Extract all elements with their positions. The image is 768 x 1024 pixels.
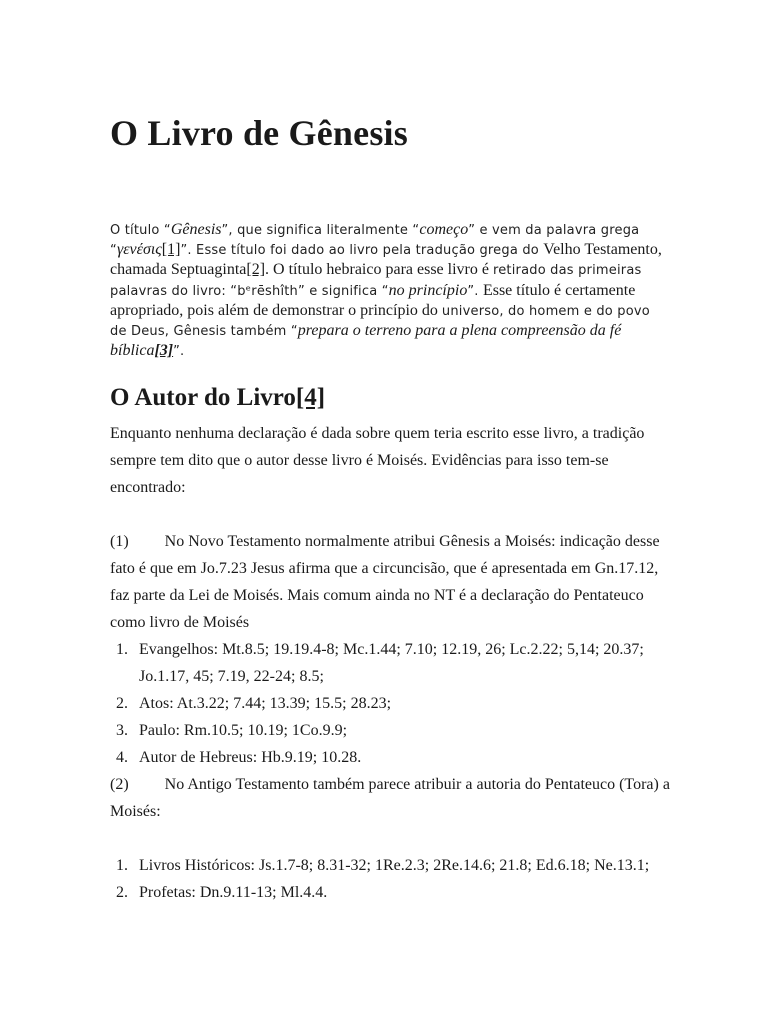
intro-italic: no princípio — [388, 281, 468, 299]
list-item — [110, 690, 670, 717]
intro-text: retirado das primeiras palavras do livro: “bᵉrēshîth” e significa “ — [110, 263, 642, 299]
section-title: O Autor do Livro — [110, 384, 296, 411]
list-item — [110, 636, 670, 690]
footnote-link-4[interactable]: [4] — [295, 384, 326, 411]
intro-text: Velho Testamento, chamada Septuaginta — [110, 241, 662, 279]
references-list-nt — [110, 636, 670, 771]
list-number: 3. — [116, 722, 128, 739]
footnote-link-1[interactable]: [1] — [161, 241, 181, 259]
point-number: (2) — [110, 776, 129, 793]
footnote-link-2[interactable]: [2] — [246, 261, 266, 279]
intro-text: O título “ — [110, 223, 171, 238]
point-text: No Antigo Testamento também parece atribuir a autoria do Pentateuco (Tora) a Moisés: — [110, 776, 670, 820]
intro-italic: γενέσις — [116, 241, 162, 259]
intro-text: ”, que significa literalmente “ — [221, 223, 420, 238]
list-item — [110, 879, 670, 906]
list-text: Autor de Hebreus: Hb.9.19; 10.28. — [139, 749, 362, 766]
intro-text: Esse título é certamente apropriado, pois além de demonstrar o princípio do — [110, 281, 636, 319]
references-list-ot — [110, 852, 670, 906]
section-heading — [110, 384, 325, 412]
paragraph: Enquanto nenhuma declaração é dada sobre quem teria escrito esse livro, a tradição sempre tem dito que o autor desse livro é Moisés. Evidências para isso tem-se encontrado: — [110, 425, 645, 496]
intro-text: ”. — [173, 344, 185, 360]
point-number: (1) — [110, 533, 129, 550]
list-number: 4. — [116, 749, 128, 766]
list-text: Atos: At.3.22; 7.44; 13.39; 15.5; 28.23; — [139, 695, 392, 712]
list-item — [110, 717, 670, 744]
list-number: 1. — [116, 641, 128, 658]
intro-text: universo, do homem e do povo de Deus, Gênesis também “ — [110, 303, 650, 340]
list-item — [110, 744, 670, 771]
intro-text: ”. — [467, 283, 483, 299]
list-number: 2. — [116, 695, 128, 712]
point-1 — [110, 528, 670, 636]
list-text: Evangelhos: Mt.8.5; 19.19.4-8; Mc.1.44; 7.10; 12.19, 26; Lc.2.22; 5,14; 20.37; Jo.1.17, 45; 7.19, 22-24; 8.5; — [139, 641, 644, 685]
point-2 — [110, 771, 670, 825]
section-body — [110, 420, 670, 906]
point-text: No Novo Testamento normalmente atribui Gênesis a Moisés: indicação desse fato é que em Jo.7.23 Jesus afirma que a circuncisão, que é apresentada em Gn.17.12, faz parte da Lei de Moisés. Mais comum ainda no NT é a declaração do Pentateuco como livro de Moisés — [110, 533, 660, 631]
page-title: O Livro de Gênesis — [110, 113, 408, 153]
list-number: 1. — [116, 857, 128, 874]
list-text: Livros Históricos: Js.1.7-8; 8.31-32; 1Re.2.3; 2Re.14.6; 21.8; Ed.6.18; Ne.13.1; — [139, 857, 650, 874]
intro-italic: começo — [419, 221, 469, 238]
list-number: 2. — [116, 884, 128, 901]
intro-text: . O título hebraico para esse livro é — [265, 261, 493, 279]
footnote-link-3[interactable]: [3] — [154, 342, 174, 360]
intro-italic: prepara o terreno para a plena compreensão da fé bíblica — [110, 322, 622, 360]
intro-paragraph — [110, 220, 670, 361]
list-text: Profetas: Dn.9.11-13; Ml.4.4. — [139, 884, 328, 901]
intro-text: ”. Esse título foi dado ao livro pela tradução grega do — [180, 243, 544, 259]
intro-italic: Gênesis — [170, 221, 222, 238]
list-item — [110, 852, 670, 879]
intro-text: ” e vem da palavra grega “ — [110, 223, 640, 259]
list-text: Paulo: Rm.10.5; 10.19; 1Co.9.9; — [139, 722, 348, 739]
